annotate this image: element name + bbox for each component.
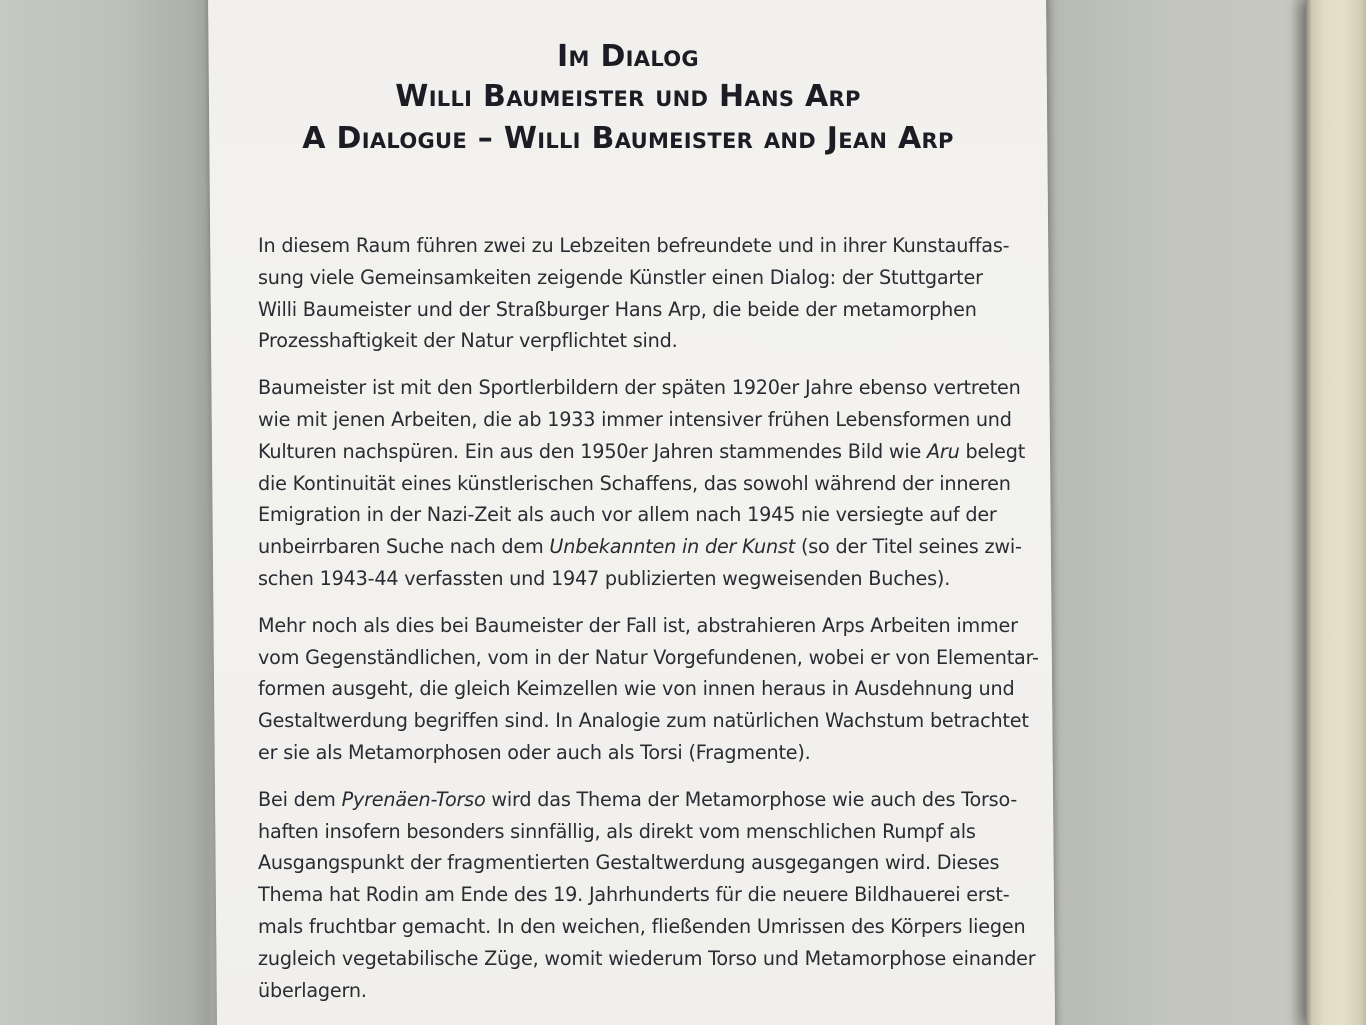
text-segment: unbeirrbaren Suche nach dem <box>258 535 550 559</box>
panel-body <box>258 230 1039 1021</box>
artwork-title-pyrenaeen-torso: Pyrenäen-Torso <box>341 787 486 811</box>
text-line: Emigration in der Nazi-Zeit als auch vor allem nach 1945 nie versiegte auf der <box>258 503 997 527</box>
book-title: Unbekannten in der Kunst <box>549 535 796 559</box>
text-segment: wird das Thema der Metamorphose wie auch des Torso- <box>485 787 1018 811</box>
text-segment: (so der Titel seines zwi- <box>795 535 1022 559</box>
text-line: die Kontinuität eines künstlerischen Schaffens, das sowohl während der inneren <box>258 471 1011 495</box>
heading-line-1: Im Dialog <box>557 39 699 74</box>
heading-line-3: A Dialogue – Willi Baumeister and Jean Arp <box>302 121 954 156</box>
text-segment: Kulturen nachspüren. Ein aus den 1950er Jahren stammendes Bild wie <box>258 439 927 463</box>
heading-line-2: Willi Baumeister und Hans Arp <box>395 79 861 114</box>
text-line <box>258 436 1026 468</box>
text-line: zugleich vegetabilische Züge, womit wiederum Torso und Metamorphose einander <box>258 946 1036 970</box>
text-line: vom Gegenständlichen, vom in der Natur Vorgefundenen, wobei er von Elementar- <box>258 645 1039 669</box>
text-segment: Bei dem <box>258 787 342 811</box>
panel-heading <box>210 36 1046 160</box>
paragraph-3 <box>258 610 1039 769</box>
paragraph-2 <box>258 372 1026 595</box>
text-line: schen 1943-44 verfassten und 1947 publizierten wegweisenden Buches). <box>258 566 951 590</box>
paragraph-4 <box>258 784 1036 1007</box>
text-line: überlagern. <box>258 978 367 1002</box>
text-line: Baumeister ist mit den Sportlerbildern der späten 1920er Jahre ebenso vertreten <box>258 376 1021 400</box>
text-line: Mehr noch als dies bei Baumeister der Fall ist, abstrahieren Arps Arbeiten immer <box>258 613 1018 637</box>
text-line: haften insofern besonders sinnfällig, als direkt vom menschlichen Rumpf als <box>258 819 976 843</box>
text-line: Thema hat Rodin am Ende des 19. Jahrhunderts für die neuere Bildhauerei erst- <box>258 883 1010 907</box>
text-line <box>258 784 1018 816</box>
text-segment: belegt <box>959 439 1026 463</box>
text-line: Gestaltwerdung begriffen sind. In Analogie zum natürlichen Wachstum betrachtet <box>258 709 1029 733</box>
text-line: sung viele Gemeinsamkeiten zeigende Künstler einen Dialog: der Stuttgarter <box>258 265 983 289</box>
artwork-title-aru: Aru <box>926 439 960 463</box>
text-line: Ausgangspunkt der fragmentierten Gestaltwerdung ausgegangen wird. Dieses <box>258 851 1000 875</box>
text-line: wie mit jenen Arbeiten, die ab 1933 immer intensiver frühen Lebensformen und <box>258 407 1012 431</box>
door-frame <box>1306 0 1366 1025</box>
text-line: Willi Baumeister und der Straßburger Hans Arp, die beide der metamorphen <box>258 297 977 321</box>
text-line: formen ausgeht, die gleich Keimzellen wie von innen heraus in Ausdehnung und <box>258 677 1015 701</box>
text-line: er sie als Metamorphosen oder auch als Torsi (Fragmente). <box>258 740 811 764</box>
text-line: In diesem Raum führen zwei zu Lebzeiten befreundete und in ihrer Kunstauffas- <box>258 234 1010 257</box>
text-line: mals fruchtbar gemacht. In den weichen, fließenden Umrissen des Körpers liegen <box>258 914 1026 938</box>
text-line: Prozesshaftigkeit der Natur verpflichtet sind. <box>258 329 678 353</box>
text-line <box>258 531 1022 563</box>
paragraph-1 <box>258 230 1008 357</box>
